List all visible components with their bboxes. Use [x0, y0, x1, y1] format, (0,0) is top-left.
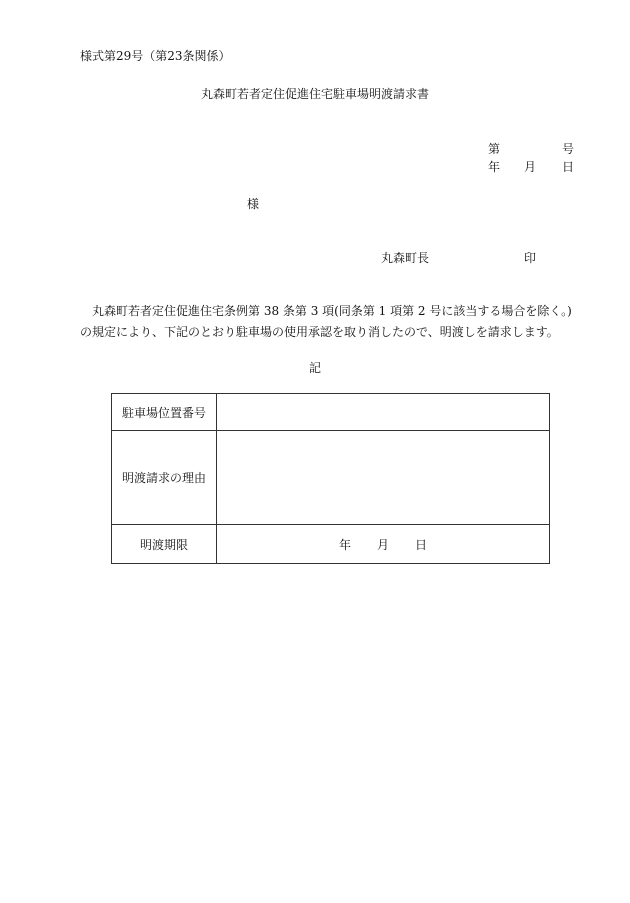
table-row-deadline	[112, 525, 550, 564]
deadline-month: 月	[376, 537, 389, 552]
form-number: 様式第29号（第23条関係）	[80, 49, 231, 63]
detail-table	[111, 393, 550, 564]
label-deadline: 明渡期限	[112, 525, 217, 564]
issue-date-year: 年	[488, 160, 501, 174]
deadline-year: 年	[338, 537, 351, 552]
doc-number-go: 号	[562, 142, 575, 156]
addressee-suffix: 様	[247, 197, 260, 211]
issue-date-day: 日	[562, 160, 575, 174]
label-reason: 明渡請求の理由	[112, 431, 217, 525]
document-title: 丸森町若者定住促進住宅駐車場明渡請求書	[200, 87, 429, 101]
table-row-parking-number	[112, 394, 550, 431]
value-reason[interactable]	[217, 431, 550, 525]
table-row-reason	[112, 431, 550, 525]
body-line-2: の規定により、下記のとおり駐車場の使用承認を取り消したので、明渡しを請求します。	[80, 325, 559, 339]
deadline-day: 日	[415, 537, 428, 552]
issue-date-month: 月	[524, 160, 537, 174]
label-parking-number: 駐車場位置番号	[112, 394, 217, 431]
doc-number-dai: 第	[488, 142, 501, 156]
seal-mark: 印	[524, 251, 537, 265]
ki-heading: 記	[308, 361, 321, 375]
body-paragraph	[80, 301, 572, 343]
issuer-name: 丸森町長	[381, 251, 430, 265]
value-deadline[interactable]	[217, 525, 550, 564]
body-line-1: 丸森町若者定住促進住宅条例第 38 条第 3 項(同条第 1 項第 2 号に該当する場合を除く。)	[92, 304, 572, 318]
value-parking-number[interactable]	[217, 394, 550, 431]
